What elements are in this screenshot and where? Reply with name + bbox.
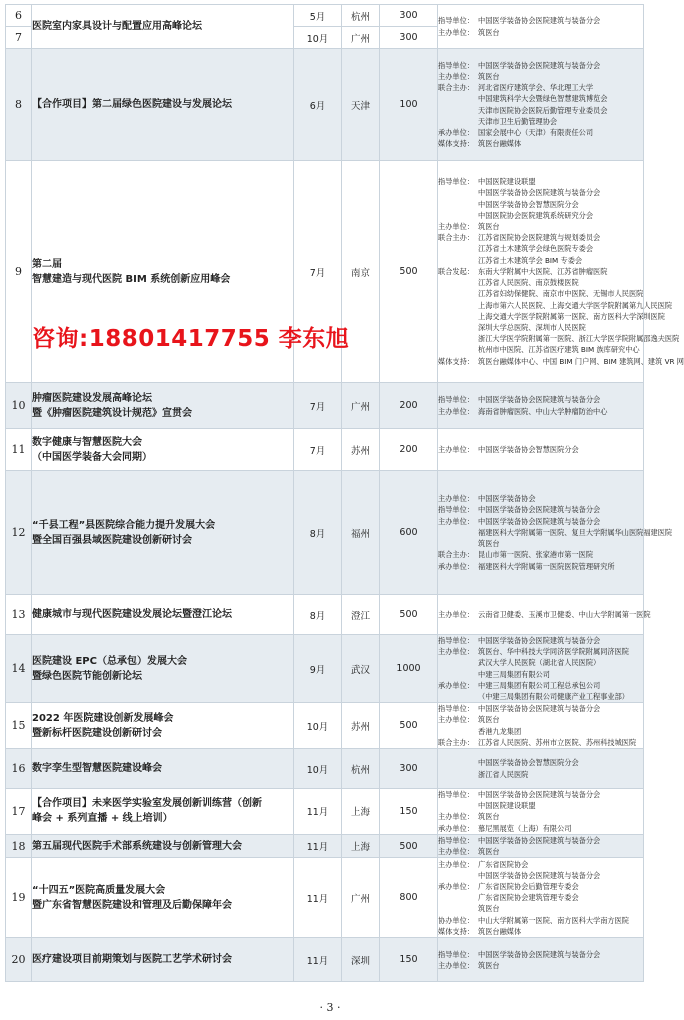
organizer-role: 主办单位： <box>438 406 474 416</box>
organizer-names: 天津市卫生后勤管理协会 <box>478 116 558 126</box>
event-city: 杭州 <box>342 749 380 789</box>
row-number: 11 <box>6 429 32 471</box>
organizer-role: 指导单位： <box>438 636 474 645</box>
organizer-names: 上海市第六人民医院、上海交通大学医学院附属第九人民医院 <box>478 300 673 310</box>
event-city: 广州 <box>342 383 380 429</box>
event-month: 7月 <box>294 429 342 471</box>
organizer-line <box>438 60 643 71</box>
row-number: 15 <box>6 703 32 749</box>
organizer-names: 浙江大学医学院附属第一医院、浙江大学医学院附属邵逸夫医院 <box>478 334 680 344</box>
organizer-names: （中建三局集团有限公司健康产业工程事业部） <box>478 692 629 702</box>
event-month: 7月 <box>294 383 342 429</box>
row-number: 9 <box>6 161 32 383</box>
organizer-role: 联合发起： <box>438 266 474 276</box>
organizer-line <box>438 949 643 960</box>
organizer-names: 筑医台 <box>478 960 500 970</box>
organizer-names: 上海交通大学医学院附属第一医院、南方医科大学深圳医院 <box>478 311 665 321</box>
organizer-role: 指导单位： <box>438 60 474 70</box>
organizer-names: 中国医学装备协会医院建筑与装备分会 <box>478 790 601 800</box>
event-name: 【合作项目】未来医学实验室发展创新训练营（创新 峰会 + 系列直播 + 线上培训） <box>32 789 294 835</box>
organizer-names: 中国医院建设联盟 <box>478 177 536 187</box>
event-city: 广州 <box>342 858 380 938</box>
organizer-line <box>438 635 643 646</box>
event-name: 医疗建设项目前期策划与医院工艺学术研讨会 <box>32 938 294 982</box>
table-row <box>6 5 644 27</box>
event-size: 500 <box>380 595 438 635</box>
organizer-names: 中国医院协会医院建筑系统研究分会 <box>478 210 594 220</box>
table-row <box>6 429 644 471</box>
organizer-names: 筑医台融媒体 <box>478 139 522 149</box>
organizer-role: 主办单位： <box>438 609 474 619</box>
table-row <box>6 383 644 429</box>
organizer-names: 中国医学装备协会医院建筑与装备分会 <box>478 505 601 515</box>
organizer-line <box>438 127 643 138</box>
organizer-role: 主办单位： <box>438 960 474 970</box>
organizer-role: 指导单位： <box>438 790 474 800</box>
organizer-line <box>438 960 643 971</box>
row-number: 6 <box>6 5 32 27</box>
organizer-names: 武汉大学人民医院（湖北省人民医院） <box>478 658 601 668</box>
organizer-line <box>438 691 643 702</box>
organizer-line <box>438 538 643 549</box>
organizer-line <box>438 527 673 538</box>
organizer-line <box>438 116 643 127</box>
event-month: 11月 <box>294 789 342 835</box>
organizer-line <box>438 609 651 620</box>
table-row <box>6 938 644 982</box>
organizer-names: 中国医学装备协会医院建筑与装备分会 <box>478 870 601 880</box>
organizer-role: 指导单位： <box>438 16 474 26</box>
organizer-line <box>438 657 643 668</box>
organizer-names: 中国建筑科学大会暨绿色智慧建筑博览会 <box>478 94 608 104</box>
event-city: 澄江 <box>342 595 380 635</box>
organizer-names: 深圳大学总医院、深圳市人民医院 <box>478 322 586 332</box>
organizer-line <box>438 344 643 355</box>
organizer-names: 中国医学装备协会医院建筑与装备分会 <box>478 16 601 26</box>
organizer-line <box>438 835 643 846</box>
event-name: 第二届 智慧建造与现代医院 BIM 系统创新应用峰会 <box>32 161 294 383</box>
organizer-names: 中国医学装备协会医院建筑与装备分会 <box>478 704 601 714</box>
organizer-line <box>438 846 643 857</box>
table-row <box>6 858 644 938</box>
event-name: 第五届现代医院手术部系统建设与创新管理大会 <box>32 834 294 857</box>
organizer-line <box>438 737 643 748</box>
organizer-role: 承办单位： <box>438 680 474 690</box>
organizer-names: 中国医学装备协会医院建筑与装备分会 <box>478 188 601 198</box>
organizer-names: 福建医科大学附属第一医院、复旦大学附属华山医院福建医院 <box>478 527 673 537</box>
event-name: 医院建设 EPC（总承包）发展大会 暨绿色医院节能创新论坛 <box>32 635 294 703</box>
event-orgs <box>438 429 644 471</box>
organizer-line <box>438 82 643 93</box>
event-size: 200 <box>380 429 438 471</box>
organizer-line <box>438 243 643 254</box>
organizer-role: 指导单位： <box>438 505 474 515</box>
organizer-role: 协办单位： <box>438 915 474 925</box>
event-city: 武汉 <box>342 635 380 703</box>
organizer-names: 东南大学附属中大医院、江苏省肿瘤医院 <box>478 266 608 276</box>
organizer-line <box>438 266 643 277</box>
organizer-names: 筑医台 <box>478 715 500 725</box>
event-month: 5月 <box>294 5 342 27</box>
organizer-role: 承办单位： <box>438 881 474 891</box>
event-city: 杭州 <box>342 5 380 27</box>
organizer-line <box>438 669 643 680</box>
row-number: 20 <box>6 938 32 982</box>
organizer-names: 江苏省妇幼保健院、南京市中医院、无锡市人民医院 <box>478 289 644 299</box>
event-size: 150 <box>380 789 438 835</box>
event-name: “千县工程”县医院综合能力提升发展大会 暨全国百强县域医院建设创新研讨会 <box>32 471 294 595</box>
event-size: 300 <box>380 5 438 27</box>
event-size: 1000 <box>380 635 438 703</box>
organizer-line <box>438 199 643 210</box>
organizer-line <box>438 288 643 299</box>
table-row <box>6 49 644 161</box>
organizer-line <box>438 210 643 221</box>
event-orgs <box>438 471 673 595</box>
organizer-line <box>438 859 643 870</box>
event-month: 10月 <box>294 703 342 749</box>
organizer-role: 主办单位： <box>438 494 474 504</box>
organizer-names: 中国医院建设联盟 <box>478 801 536 811</box>
organizer-line <box>438 232 643 243</box>
event-orgs <box>438 703 644 749</box>
event-size: 200 <box>380 383 438 429</box>
event-size: 300 <box>380 749 438 789</box>
table-row <box>6 749 644 789</box>
organizer-line <box>438 646 643 657</box>
organizer-line <box>438 138 643 149</box>
organizer-names: 中国医学装备协会智慧医院分会 <box>478 758 579 768</box>
organizer-names: 中国医学装备协会医院建筑与装备分会 <box>478 60 601 70</box>
event-size: 500 <box>380 161 438 383</box>
organizer-names: 筑医台 <box>478 847 500 857</box>
organizer-line <box>438 870 643 881</box>
organizer-role: 指导单位： <box>438 835 474 845</box>
organizer-names: 筑医台 <box>478 27 500 37</box>
organizer-role: 联合主办： <box>438 233 474 243</box>
organizer-line <box>438 811 643 822</box>
event-city: 南京 <box>342 161 380 383</box>
organizer-line <box>438 187 643 198</box>
event-size: 500 <box>380 703 438 749</box>
event-city: 深圳 <box>342 938 380 982</box>
organizer-names: 中建三局集团有限公司 <box>478 669 550 679</box>
event-orgs <box>438 595 651 635</box>
event-size: 800 <box>380 858 438 938</box>
organizer-names: 江苏省土木建筑学会 BIM 专委会 <box>478 255 583 265</box>
organizer-role: 媒体支持： <box>438 356 474 366</box>
organizer-names: 筑医台融媒体中心、中国 BIM 门户网、BIM 建筑网、建筑 VR 网 <box>478 356 684 366</box>
event-month: 9月 <box>294 635 342 703</box>
organizer-names: 筑医台融媒体 <box>478 926 522 936</box>
event-city: 上海 <box>342 789 380 835</box>
organizer-line <box>438 757 643 768</box>
organizer-names: 中国医学装备协会 <box>478 494 536 504</box>
organizer-role: 主办单位： <box>438 222 474 232</box>
organizer-role: 主办单位： <box>438 516 474 526</box>
table-row <box>6 635 644 703</box>
organizer-line <box>438 176 643 187</box>
organizer-line <box>438 915 643 926</box>
organizer-line <box>438 15 643 26</box>
event-month: 6月 <box>294 49 342 161</box>
organizer-role: 媒体支持： <box>438 926 474 936</box>
organizer-line <box>438 71 643 82</box>
event-orgs <box>438 161 684 383</box>
event-name: “十四五”医院高质量发展大会 暨广东省智慧医院建设和管理及后勤保障年会 <box>32 858 294 938</box>
organizer-line <box>438 300 673 311</box>
event-city: 天津 <box>342 49 380 161</box>
organizer-names: 筑医台 <box>478 71 500 81</box>
table-row <box>6 789 644 835</box>
events-table-body <box>6 5 684 982</box>
organizer-names: 天津市医院协会医院后勤管理专业委员会 <box>478 105 608 115</box>
organizer-role: 主办单位： <box>438 859 474 869</box>
organizer-role: 主办单位： <box>438 71 474 81</box>
event-name: 【合作项目】第二届绿色医院建设与发展论坛 <box>32 49 294 161</box>
event-orgs <box>438 938 644 982</box>
row-number: 10 <box>6 383 32 429</box>
organizer-names: 筑医台 <box>478 812 500 822</box>
organizer-names: 云南省卫健委、玉溪市卫健委、中山大学附属第一医院 <box>478 609 651 619</box>
event-month: 10月 <box>294 749 342 789</box>
organizer-line <box>438 333 680 344</box>
event-name: 2022 年医院建设创新发展峰会 暨新标杆医院建设创新研讨会 <box>32 703 294 749</box>
organizer-line <box>438 356 684 367</box>
organizer-line <box>438 255 643 266</box>
organizer-role: 主办单位： <box>438 812 474 822</box>
event-month: 10月 <box>294 27 342 49</box>
organizer-role: 主办单位： <box>438 647 474 657</box>
organizer-line <box>438 221 643 232</box>
organizer-names: 中国医学装备协会医院建筑与装备分会 <box>478 636 601 645</box>
event-name: 肿瘤医院建设发展高峰论坛 暨《肿瘤医院建筑设计规范》宣贯会 <box>32 383 294 429</box>
row-number: 13 <box>6 595 32 635</box>
event-size: 100 <box>380 49 438 161</box>
event-orgs <box>438 858 644 938</box>
organizer-role: 媒体支持： <box>438 139 474 149</box>
table-row <box>6 471 644 595</box>
organizer-line <box>438 311 665 322</box>
organizer-role: 承办单位： <box>438 823 474 833</box>
event-orgs <box>438 5 644 49</box>
organizer-role: 指导单位： <box>438 177 474 187</box>
table-row <box>6 834 644 857</box>
organizer-names: 中山大学附属第一医院、南方医科大学南方医院 <box>478 915 629 925</box>
organizer-names: 江苏省土木建筑学会绿色医院专委会 <box>478 244 594 254</box>
organizer-names: 江苏省医院协会医院建筑与规划委员会 <box>478 233 601 243</box>
organizer-line <box>438 714 643 725</box>
organizer-names: 筑医台 <box>478 904 500 914</box>
event-orgs <box>438 749 644 789</box>
organizer-names: 香港九龙集团 <box>478 726 522 736</box>
organizer-line <box>438 27 643 38</box>
organizer-role: 指导单位： <box>438 395 474 405</box>
organizer-line <box>438 800 643 811</box>
row-number: 18 <box>6 834 32 857</box>
organizer-line <box>438 769 643 780</box>
event-size: 500 <box>380 834 438 857</box>
organizer-names: 海南省肿瘤医院、中山大学肿瘤防治中心 <box>478 406 608 416</box>
table-row <box>6 703 644 749</box>
table-row <box>6 595 644 635</box>
organizer-names: 杭州市中医院、江苏省医疗建筑 BIM 族库研究中心 <box>478 345 640 355</box>
organizer-names: 慕尼黑展览（上海）有限公司 <box>478 823 572 833</box>
organizer-names: 筑医台、华中科技大学同济医学院附属同济医院 <box>478 647 629 657</box>
event-month: 11月 <box>294 834 342 857</box>
organizer-line <box>438 823 643 834</box>
organizer-names: 江苏省人民医院、苏州市立医院、苏州科技城医院 <box>478 737 637 747</box>
organizer-role: 主办单位： <box>438 27 474 37</box>
event-orgs <box>438 635 644 703</box>
organizer-role: 联合主办： <box>438 83 474 93</box>
organizer-names: 筑医台 <box>478 539 500 549</box>
organizer-role: 承办单位： <box>438 561 474 571</box>
organizer-line <box>438 789 643 800</box>
organizer-names: 广东省医院协会后勤管理专委会 <box>478 881 579 891</box>
event-orgs <box>438 834 644 857</box>
row-number: 7 <box>6 27 32 49</box>
organizer-line <box>438 444 643 455</box>
organizer-role: 主办单位： <box>438 444 474 454</box>
organizer-role: 联合主办： <box>438 737 474 747</box>
event-city: 苏州 <box>342 429 380 471</box>
event-city: 广州 <box>342 27 380 49</box>
event-name: 数字健康与智慧医院大会 （中国医学装备大会同期） <box>32 429 294 471</box>
organizer-line <box>438 406 643 417</box>
organizer-names: 中国医学装备协会医院建筑与装备分会 <box>478 395 601 405</box>
organizer-line <box>438 561 643 572</box>
event-month: 11月 <box>294 938 342 982</box>
organizer-line <box>438 322 643 333</box>
organizer-names: 筑医台 <box>478 222 500 232</box>
event-month: 11月 <box>294 858 342 938</box>
organizer-names: 中国医学装备协会医院建筑与装备分会 <box>478 835 601 845</box>
organizer-names: 广东省医院协会建筑管理专委会 <box>478 893 579 903</box>
event-orgs <box>438 789 644 835</box>
page-number: · 3 · <box>319 1001 341 1014</box>
organizer-names: 广东省医院协会 <box>478 859 529 869</box>
organizer-names: 国家会展中心（天津）有限责任公司 <box>478 127 594 137</box>
row-number: 19 <box>6 858 32 938</box>
organizer-role: 指导单位： <box>438 949 474 959</box>
organizer-line <box>438 726 643 737</box>
event-month: 8月 <box>294 595 342 635</box>
organizer-names: 福建医科大学附属第一医院医院管理研究所 <box>478 561 615 571</box>
organizer-names: 江苏省人民医院、南京鼓楼医院 <box>478 278 579 288</box>
event-name: 健康城市与现代医院建设发展论坛暨澄江论坛 <box>32 595 294 635</box>
organizer-line <box>438 549 643 560</box>
organizer-line <box>438 926 643 937</box>
row-number: 8 <box>6 49 32 161</box>
organizer-line <box>438 516 643 527</box>
event-size: 600 <box>380 471 438 595</box>
event-size: 150 <box>380 938 438 982</box>
event-city: 上海 <box>342 834 380 857</box>
row-number: 16 <box>6 749 32 789</box>
organizer-line <box>438 881 643 892</box>
event-size: 300 <box>380 27 438 49</box>
organizer-line <box>438 903 643 914</box>
organizer-names: 中国医学装备协会医院建筑与装备分会 <box>478 949 601 959</box>
organizer-line <box>438 703 643 714</box>
organizer-names: 中建三局集团有限公司工程总承包公司 <box>478 680 601 690</box>
organizer-line <box>438 394 643 405</box>
row-number: 17 <box>6 789 32 835</box>
event-orgs <box>438 49 644 161</box>
row-number: 12 <box>6 471 32 595</box>
organizer-names: 昆山市第一医院、张家港市第一医院 <box>478 550 594 560</box>
organizer-names: 中国医学装备协会智慧医院分会 <box>478 444 579 454</box>
organizer-role: 联合主办： <box>438 550 474 560</box>
event-month: 7月 <box>294 161 342 383</box>
organizer-line <box>438 105 643 116</box>
event-city: 福州 <box>342 471 380 595</box>
organizer-line <box>438 493 643 504</box>
organizer-names: 中国医学装备协会智慧医院分会 <box>478 199 579 209</box>
organizer-line <box>438 93 643 104</box>
organizer-line <box>438 892 643 903</box>
organizer-names: 河北省医疗建筑学会、华北理工大学 <box>478 83 594 93</box>
events-table <box>5 4 684 982</box>
event-city: 苏州 <box>342 703 380 749</box>
watermark-contact: 咨询:18801417755 李东旭 <box>32 326 350 352</box>
event-month: 8月 <box>294 471 342 595</box>
event-name: 数字孪生型智慧医院建设峰会 <box>32 749 294 789</box>
organizer-role: 承办单位： <box>438 127 474 137</box>
organizer-role: 主办单位： <box>438 715 474 725</box>
organizer-role: 主办单位： <box>438 847 474 857</box>
row-number: 14 <box>6 635 32 703</box>
organizer-line <box>438 277 643 288</box>
event-orgs <box>438 383 644 429</box>
organizer-role: 指导单位： <box>438 704 474 714</box>
organizer-line <box>438 504 643 515</box>
organizer-line <box>438 680 643 691</box>
event-name: 医院室内家具设计与配置应用高峰论坛 <box>32 5 294 49</box>
organizer-names: 中国医学装备协会医院建筑与装备分会 <box>478 516 601 526</box>
organizer-names: 浙江省人民医院 <box>478 769 529 779</box>
